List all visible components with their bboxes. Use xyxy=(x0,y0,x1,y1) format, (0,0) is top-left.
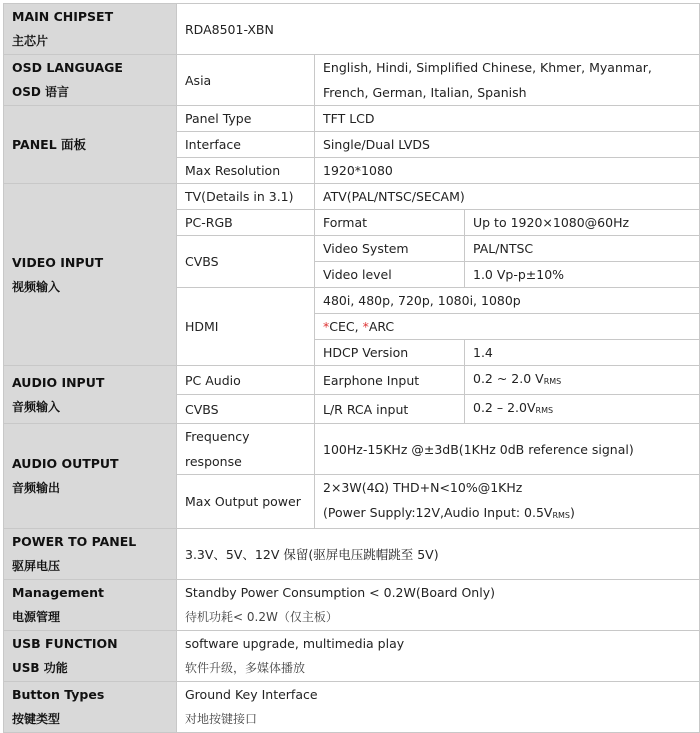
arc: ARC xyxy=(368,319,395,334)
value-line xyxy=(323,500,691,528)
cec: CEC, xyxy=(329,319,363,334)
row-audio-out xyxy=(4,424,700,475)
spec-subkey: Video System xyxy=(315,236,465,262)
label-en: AUDIO INPUT xyxy=(12,374,105,390)
audio-output-label xyxy=(4,424,177,529)
buttons-label xyxy=(4,682,177,733)
spec-subkey: Video level xyxy=(315,262,465,288)
spec-key: TV(Details in 3.1) xyxy=(177,184,315,210)
spec-table xyxy=(3,3,700,733)
spec-value: 100Hz-15KHz @±3dB(1KHz 0dB reference signal) xyxy=(315,424,700,475)
spec-key: CVBS xyxy=(177,236,315,288)
spec-value xyxy=(465,366,700,395)
label-en: Button Types xyxy=(12,687,105,702)
osd-region: Asia xyxy=(177,55,315,106)
spec-value: 1.4 xyxy=(465,340,700,366)
label-en: USB FUNCTION xyxy=(12,636,118,651)
row-audio-in xyxy=(4,366,700,395)
spec-value: 480i, 480p, 720p, 1080i, 1080p xyxy=(315,288,700,314)
row-power-panel xyxy=(4,529,700,580)
video-label xyxy=(4,184,177,366)
label-cn: 音频输出 xyxy=(12,481,61,495)
label-cn: OSD 语言 xyxy=(12,85,69,99)
spec-value xyxy=(465,395,700,424)
label-cn: 音频输入 xyxy=(12,399,61,414)
spec-value xyxy=(177,682,700,733)
row-management xyxy=(4,580,700,631)
spec-key: PC-RGB xyxy=(177,210,315,236)
label-en: VIDEO INPUT xyxy=(12,254,104,270)
spec-value xyxy=(315,475,700,529)
audio-input-label xyxy=(4,366,177,424)
asterisk: * xyxy=(362,319,369,334)
label-en: AUDIO OUTPUT xyxy=(12,456,119,471)
spec-value: 3.3V、5V、12V 保留(驱屏电压跳帽跳至 5V) xyxy=(177,529,700,580)
spec-value: 1920*1080 xyxy=(315,158,700,184)
spec-value: Up to 1920×1080@60Hz xyxy=(465,210,700,236)
spec-subkey: Earphone Input xyxy=(315,366,465,395)
osd-label xyxy=(4,55,177,106)
spec-key: CVBS xyxy=(177,395,315,424)
label-en: POWER TO PANEL xyxy=(12,534,137,549)
spec-value: ATV(PAL/NTSC/SECAM) xyxy=(315,184,700,210)
value: ) xyxy=(570,505,575,520)
value-cn: 软件升级，多媒体播放 xyxy=(185,661,306,675)
unit: RMS xyxy=(552,511,571,520)
unit: RMS xyxy=(535,406,554,415)
label-cn: 驱屏电压 xyxy=(12,559,61,573)
row-video xyxy=(4,184,700,210)
management-label xyxy=(4,580,177,631)
spec-key: Max Output power xyxy=(177,475,315,529)
label-cn: 视频输入 xyxy=(12,279,61,294)
spec-value: TFT LCD xyxy=(315,106,700,132)
label-cn: 按键类型 xyxy=(12,712,61,726)
main-chipset-value: RDA8501-XBN xyxy=(177,4,700,55)
spec-subkey: Format xyxy=(315,210,465,236)
spec-value: Single/Dual LVDS xyxy=(315,132,700,158)
spec-key: Interface xyxy=(177,132,315,158)
main-chipset-label xyxy=(4,4,177,55)
spec-value: PAL/NTSC xyxy=(465,236,700,262)
label-en: OSD LANGUAGE xyxy=(12,60,123,75)
value-en: Standby Power Consumption < 0.2W(Board Only) xyxy=(185,585,495,600)
label-cn: USB 功能 xyxy=(12,661,68,675)
spec-value: 1.0 Vp-p±10% xyxy=(465,262,700,288)
hdmi-features xyxy=(315,314,700,340)
label-cn: 电源管理 xyxy=(12,610,61,624)
value: 0.2 – 2.0V xyxy=(473,400,536,415)
value-cn: 对地按键接口 xyxy=(185,712,258,726)
row-main-chipset xyxy=(4,4,700,55)
asterisk: * xyxy=(323,319,330,334)
value: (Power Supply:12V,Audio Input: 0.5V xyxy=(323,505,553,520)
value-cn: 待机功耗< 0.2W（仅主板） xyxy=(185,610,338,624)
value: 0.2 ~ 2.0 V xyxy=(473,371,544,386)
panel-label: PANEL 面板 xyxy=(4,106,177,184)
spec-key: Frequency response xyxy=(177,424,315,475)
label-en: MAIN CHIPSET xyxy=(12,9,114,24)
spec-key: Panel Type xyxy=(177,106,315,132)
label-en: Management xyxy=(12,585,105,600)
label-cn: 主芯片 xyxy=(12,34,49,48)
usb-label xyxy=(4,631,177,682)
spec-subkey: L/R RCA input xyxy=(315,395,465,424)
spec-value xyxy=(177,631,700,682)
osd-languages xyxy=(315,55,700,106)
value-en: Ground Key Interface xyxy=(185,687,318,702)
spec-key: PC Audio xyxy=(177,366,315,395)
row-usb xyxy=(4,631,700,682)
value-en: software upgrade, multimedia play xyxy=(185,636,405,651)
power-panel-label xyxy=(4,529,177,580)
spec-subkey: HDCP Version xyxy=(315,340,465,366)
unit: RMS xyxy=(543,377,562,386)
row-panel xyxy=(4,106,700,132)
row-buttons xyxy=(4,682,700,733)
spec-value xyxy=(177,580,700,631)
spec-key: HDMI xyxy=(177,288,315,366)
row-osd xyxy=(4,55,700,106)
languages-line: English, Hindi, Simplified Chinese, Khmer, Myanmar, xyxy=(323,60,652,75)
spec-key: Max Resolution xyxy=(177,158,315,184)
value-line: 2×3W(4Ω) THD+N<10%@1KHz xyxy=(323,480,523,495)
languages-line: French, German, Italian, Spanish xyxy=(323,85,527,100)
